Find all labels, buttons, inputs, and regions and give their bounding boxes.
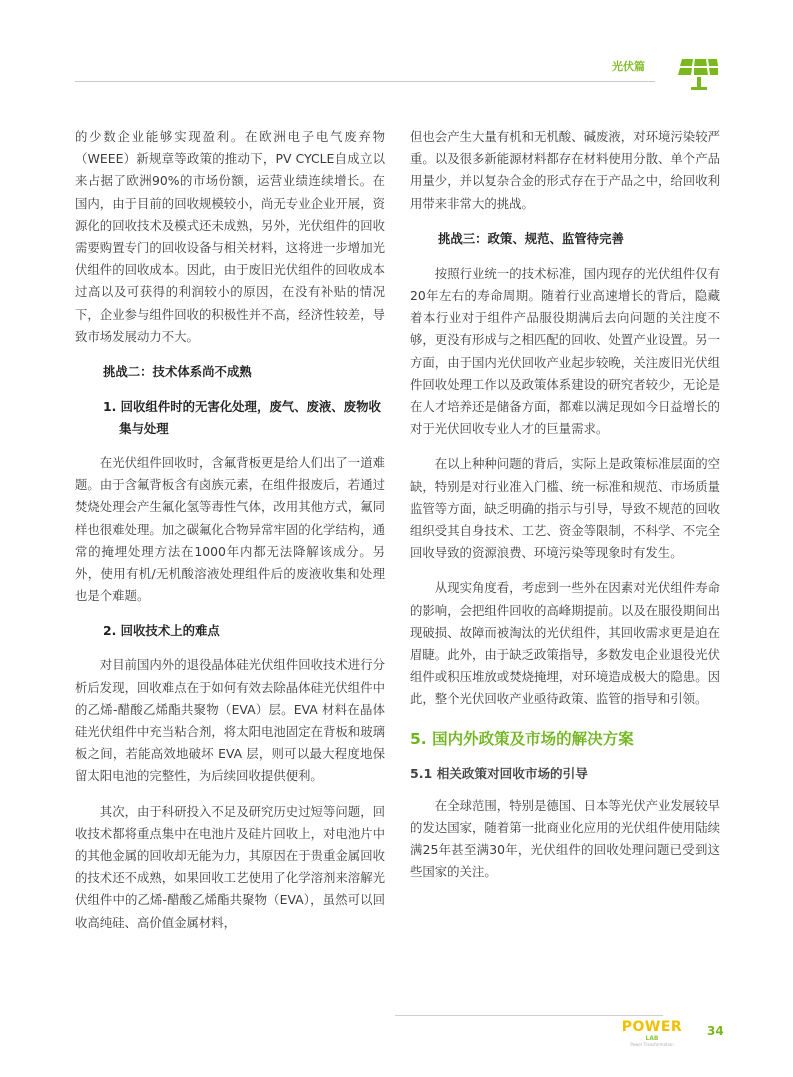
- left-column: [75, 126, 385, 947]
- paragraph: 从现实角度看，考虑到一些外在因素对光伏组件寿命的影响，会把组件回收的高峰期提前。以及在服役期间出现破损、故障而被淘汰的光伏组件，其回收需求更是迫在眉睫。此外，由于缺乏政策指导，多数发电企业退役光伏组件或积压堆放或焚烧掩埋，对环境造成极大的隐患。因此，整个光伏回收产业亟待政策、监管的指导和引领。: [410, 580, 720, 707]
- section-5-1-heading: 5.1 相关政策对回收市场的引导: [410, 765, 588, 781]
- header-divider: [75, 81, 655, 82]
- logo-tagline: Power Transformation: [630, 1042, 674, 1047]
- right-column: [410, 126, 720, 896]
- challenge-3-heading: 挑战三：政策、规范、监管待完善: [438, 230, 624, 246]
- paragraph: 在以上种种问题的背后，实际上是政策标准层面的空缺，特别是对行业准入门槛、统一标准和规范、市场质量监管等方面，缺乏明确的指示与引导，导致不规范的回收组织受其自身技术、工艺、资金等限制，不科学、不完全回收导致的资源浪费、环境污染等现象时有发生。: [410, 456, 720, 561]
- subheading-harmless-treatment: 1. 回收组件时的无害化处理，废气、废液、废物收集与处理: [103, 399, 381, 437]
- logo-brand: POWER: [621, 1019, 683, 1035]
- paragraph: 但也会产生大量有机和无机酸、碱废液，对环境污染较严重。以及很多新能源材料都存在材料使用分散、单个产品用量少，并以复杂合金的形式存在于产品之中，给回收利用带来非常大的挑战。: [410, 129, 720, 211]
- section-label: 光伏篇: [612, 60, 645, 73]
- paragraph: 在光伏组件回收时，含氟背板更是给人们出了一道难题。由于含氟背板含有卤族元素，在组件报废后，若通过焚烧处理会产生氟化氢等毒性气体，改用其他方式，氟同样也很难处理。加之碳氟化合物异常牢固的化学结构，通常的掩埋处理方法在1000年内都无法降解该成分。另外，使用有机/无机酸溶液处理组件后的废液收集和处理也是个难题。: [75, 455, 385, 604]
- subheading-recycling-difficulties: 2. 回收技术上的难点: [103, 623, 220, 639]
- powerlab-logo: [618, 1020, 686, 1050]
- paragraph: 按照行业统一的技术标准，国内现存的光伏组件仅有20年左右的寿命周期。随着行业高速增长的背后，隐藏着本行业对于组件产品服役期满后去向问题的关注度不够，更没有形成与之相匹配的回收、处置产业设置。另一方面，由于国内光伏回收产业起步较晚，关注废旧光伏组件回收处理工作以及政策体系建设的研究者较少，无论是在人才培养还是储备方面，都难以满足现如今日益增长的对于光伏回收专业人才的巨量需求。: [410, 265, 720, 437]
- page-number: 34: [707, 1024, 724, 1038]
- paragraph: 的少数企业能够实现盈利。在欧洲电子电气废弃物（WEEE）新规章等政策的推动下，PV CYCLE自成立以来占据了欧洲90%的市场份额，运营业绩连续增长。在国内，由于目前的回收规模较小，尚无专业企业开展，资源化的回收技术及模式还未成熟，另外，光伏组件的回收需要购置专门的回收设备与相关材料，这将进一步增加光伏组件的回收成本。因此，由于废旧光伏组件的回收成本过高以及可获得的利润较小的原因，在没有补贴的情况下，企业参与组件回收的积极性并不高，经济性较差，导致市场发展动力不大。: [75, 129, 385, 344]
- footer-divider: [395, 1015, 663, 1016]
- challenge-2-heading: 挑战二：技术体系尚不成熟: [103, 364, 252, 380]
- solar-panel-icon: [678, 56, 718, 92]
- paragraph: 其次，由于科研投入不足及研究历史过短等问题，回收技术都将重点集中在电池片及硅片回收上，对电池片中的其他金属的回收却无能为力，其原因在于贵重金属回收的技术还不成熟，如果回收工艺使用了化学溶剂来溶解光伏组件中的乙烯-醋酸乙烯酯共聚物（EVA），虽然可以回收高纯硅、高价值金属材料，: [75, 803, 385, 930]
- section-5-heading: 5. 国内外政策及市场的解决方案: [410, 729, 634, 748]
- paragraph: 在全球范围，特别是德国、日本等光伏产业发展较早的发达国家，随着第一批商业化应用的光伏组件使用陆续满25年甚至满30年，光伏组件的回收处理问题已受到这些国家的关注。: [410, 797, 720, 880]
- paragraph: 对目前国内外的退役晶体硅光伏组件回收技术进行分析后发现，回收难点在于如何有效去除晶体硅光伏组件中的乙烯-醋酸乙烯酯共聚物（EVA）层。EVA 材料在晶体硅光伏组件中充当粘合剂，将太阳电池固定在背板和玻璃板之间，若能高效地破坏 EVA 层，则可以最大程度地保留太阳电池的完整性，为后续回收提供便利。: [75, 657, 385, 784]
- logo-sub: LAB: [645, 1035, 659, 1042]
